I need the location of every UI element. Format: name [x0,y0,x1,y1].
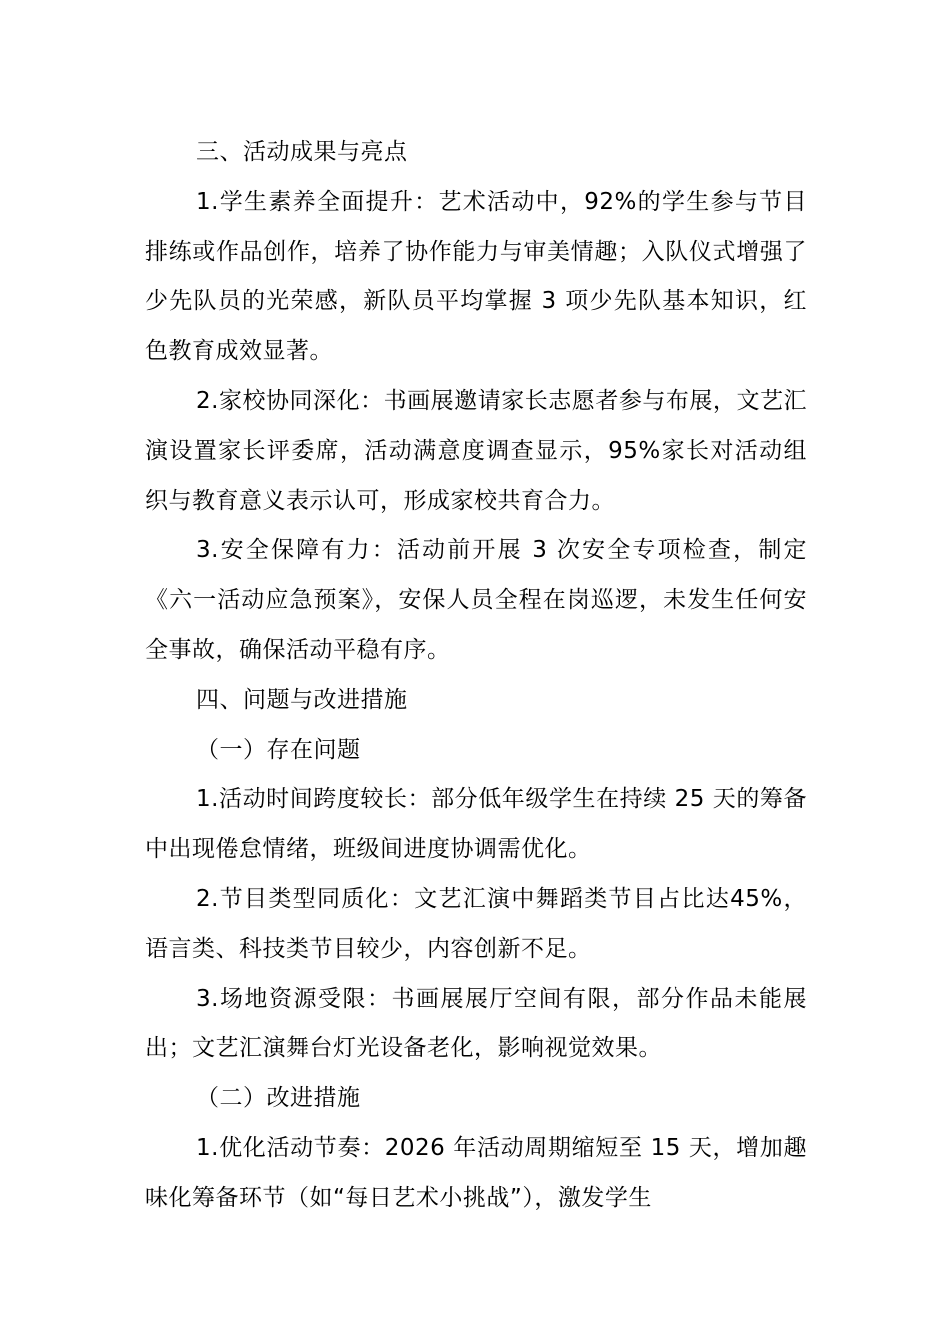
paragraph-safety: 3.安全保障有力：活动前开展 3 次安全专项检查，制定《六一活动应急预案》，安保人员全程在岗巡逻，未发生任何安全事故，确保活动平稳有序。 [145,537,807,663]
paragraph-time-span: 1.活动时间跨度较长：部分低年级学生在持续 25 天的筹备中出现倦怠情绪，班级间进度协调需优化。 [145,786,807,863]
subheading-existing-problems: （一）存在问题 [196,736,361,763]
document-body [145,128,807,1224]
section-heading-problems: 四、问题与改进措施 [196,686,408,713]
paragraph-optimize-rhythm: 1.优化活动节奏：2026 年活动周期缩短至 15 天，增加趣味化筹备环节（如“每日艺术小挑战”），激发学生 [145,1134,807,1211]
paragraph-program-types: 2.节目类型同质化：文艺汇演中舞蹈类节目占比达45%，语言类、科技类节目较少，内容创新不足。 [145,885,807,962]
paragraph-home-school: 2.家校协同深化：书画展邀请家长志愿者参与布展，文艺汇演设置家长评委席，活动满意度调查显示，95%家长对活动组织与教育意义表示认可，形成家校共育合力。 [145,387,807,514]
section-heading-achievements: 三、活动成果与亮点 [196,139,408,165]
subheading-improvements: （二）改进措施 [196,1085,361,1112]
paragraph-venue-limits: 3.场地资源受限：书画展展厅空间有限，部分作品未能展出；文艺汇演舞台灯光设备老化，影响视觉效果。 [145,985,807,1062]
paragraph-student-literacy: 1.学生素养全面提升：艺术活动中，92%的学生参与节目排练或作品创作，培养了协作能力与审美情趣；入队仪式增强了少先队员的光荣感，新队员平均掌握 3 项少先队基本知识，红色教育成效显著。 [145,188,807,365]
